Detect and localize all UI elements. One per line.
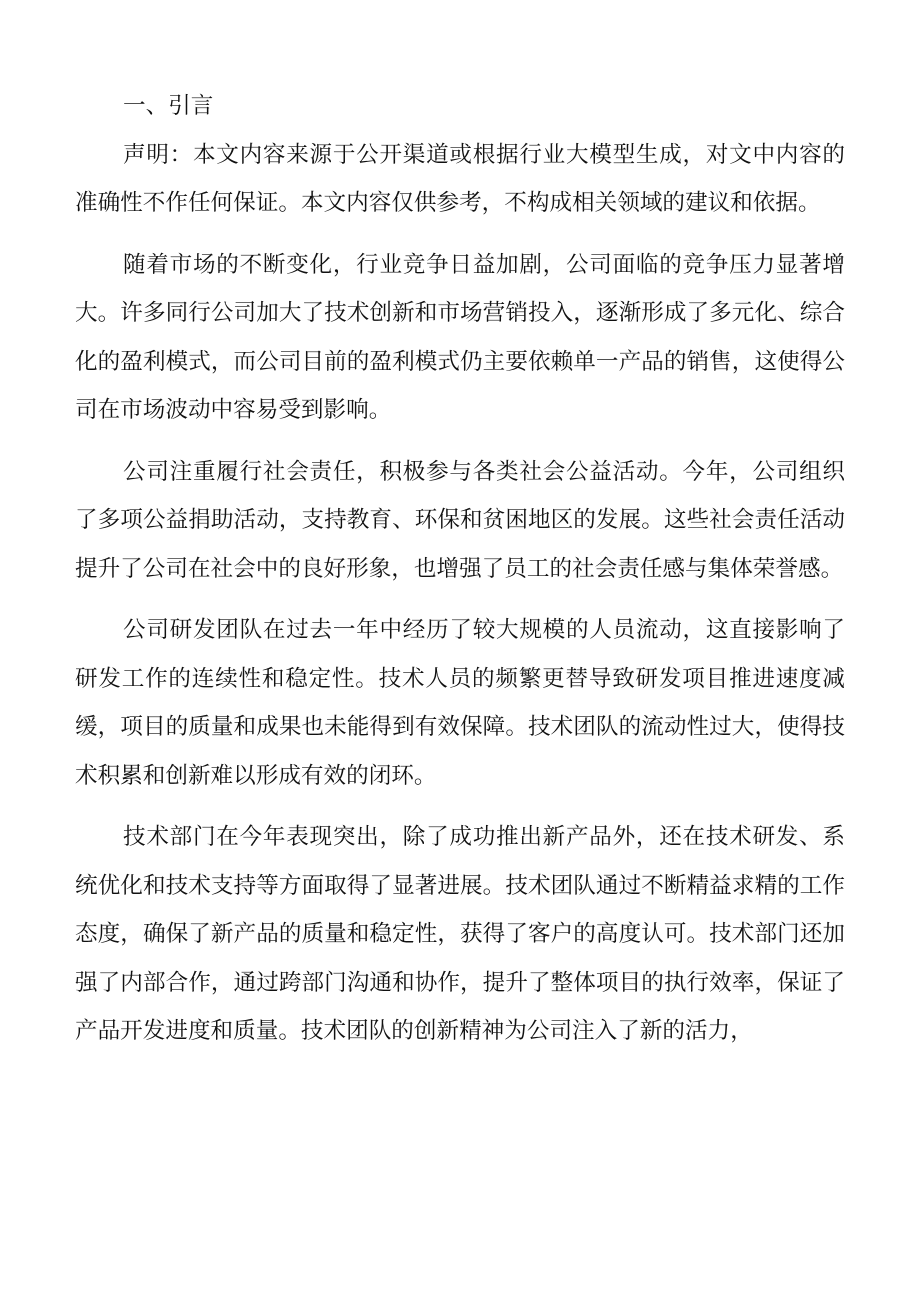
paragraph-tech-department: 技术部门在今年表现突出，除了成功推出新产品外，还在技术研发、系统优化和技术支持等方面取得了显著进展。技术团队通过不断精益求精的工作态度，确保了新产品的质量和稳定性，获得了客户的高度认可。技术部门还加强了内部合作，通过跨部门沟通和协作，提升了整体项目的执行效率，保证了产品开发进度和质量。技术团队的创新精神为公司注入了新的活力， — [75, 824, 845, 1044]
paragraph-market-competition: 随着市场的不断变化，行业竞争日益加剧，公司面临的竞争压力显著增大。许多同行公司加大了技术创新和市场营销投入，逐渐形成了多元化、综合化的盈利模式，而公司目前的盈利模式仍主要依赖单一产品的销售，这使得公司在市场波动中容易受到影响。 — [75, 251, 845, 423]
document-body — [75, 82, 845, 1069]
paragraph-disclaimer: 声明：本文内容来源于公开渠道或根据行业大模型生成，对文中内容的准确性不作任何保证。本文内容仅供参考，不构成相关领域的建议和依据。 — [75, 141, 845, 216]
section-heading: 一、引言 — [123, 93, 214, 119]
paragraph-social-responsibility: 公司注重履行社会责任，积极参与各类社会公益活动。今年，公司组织了多项公益捐助活动，支持教育、环保和贫困地区的发展。这些社会责任活动提升了公司在社会中的良好形象，也增强了员工的社会责任感与集体荣誉感。 — [75, 458, 845, 582]
paragraph-rd-team-turnover: 公司研发团队在过去一年中经历了较大规模的人员流动，这直接影响了研发工作的连续性和稳定性。技术人员的频繁更替导致研发项目推进速度减缓，项目的质量和成果也未能得到有效保障。技术团队的流动性过大，使得技术积累和创新难以形成有效的闭环。 — [75, 617, 845, 789]
